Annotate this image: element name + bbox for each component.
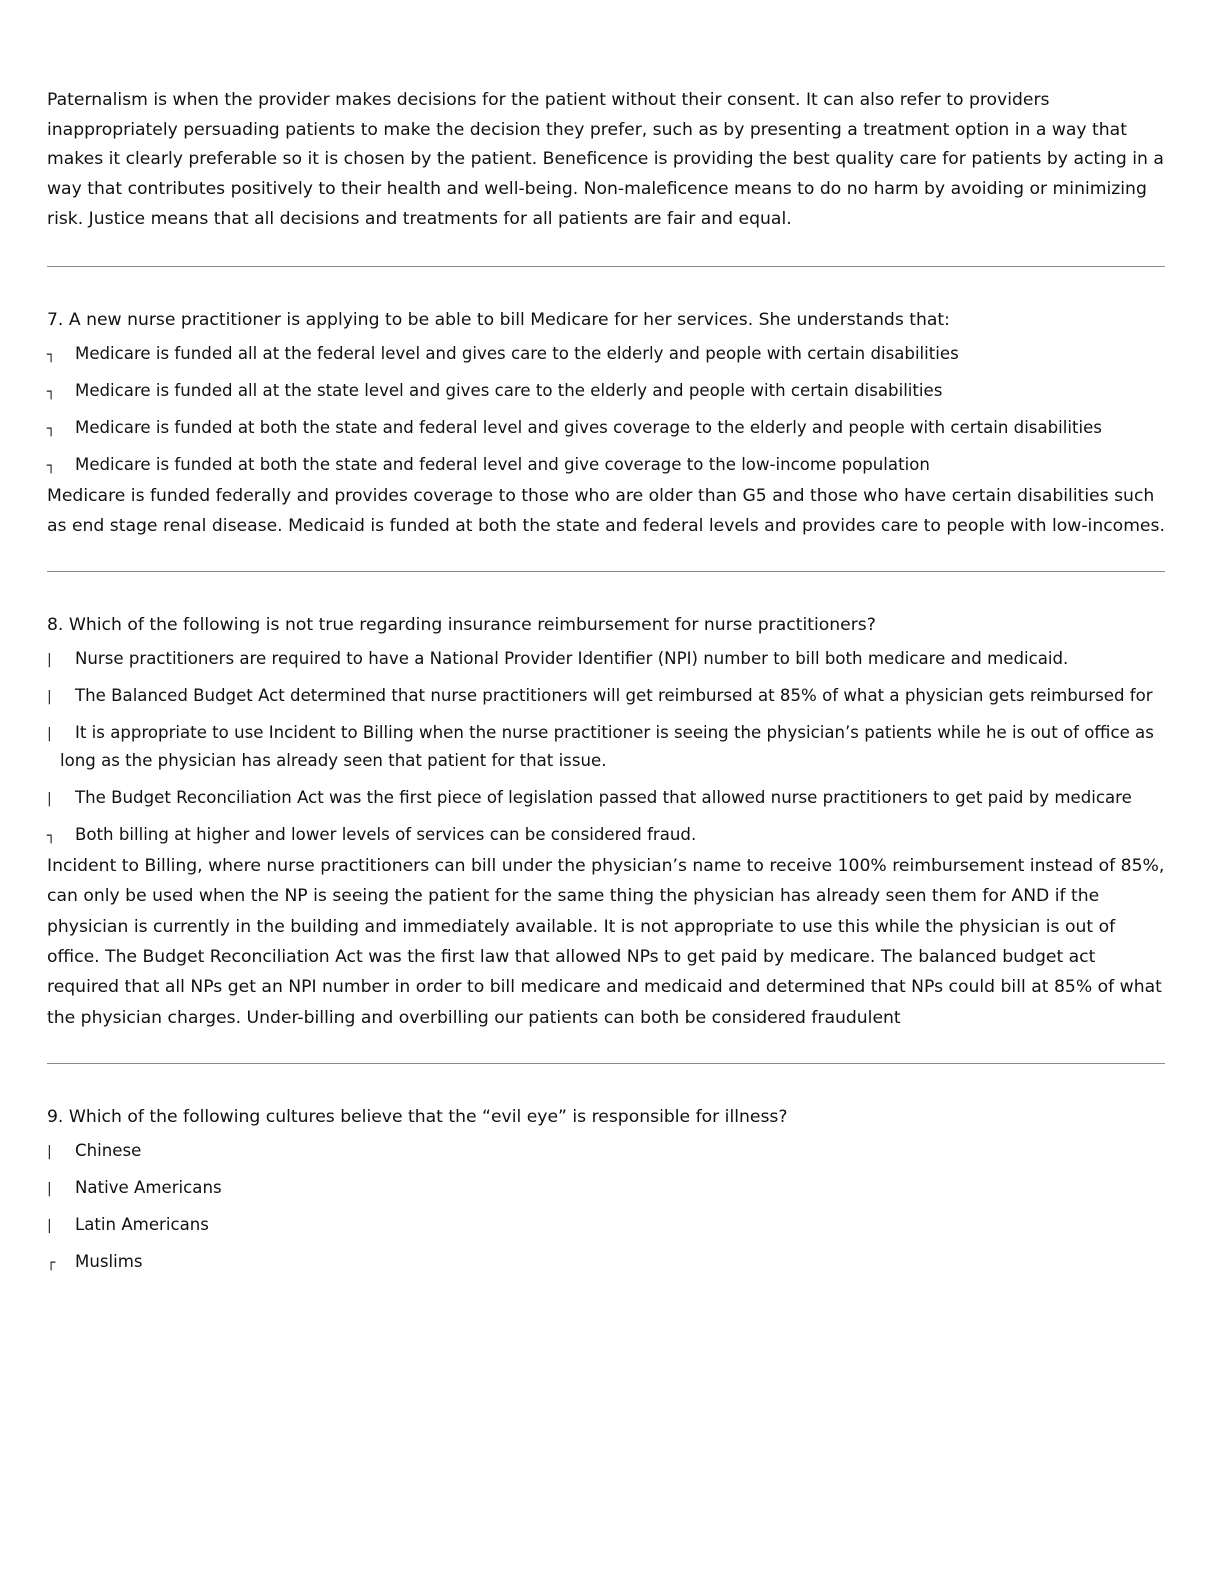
intro-explanation: Paternalism is when the provider makes decisions for the patient without their consent. It can also refer to providers inappropriately persuading patients to make the decision they prefer, such as by presenting a treatment option in a way that makes it clearly preferable so it is chosen by the patient. Beneficence is providing the best quality care for patients by acting in a way that contributes positively to their health and well-being. Non-maleficence means to do no harm by avoiding or minimizing risk. Justice means that all decisions and treatments for all patients are fair and equal. [47, 90, 1164, 229]
question-7-explanation: Medicare is funded federally and provides coverage to those who are older than G5 and those who have certain disabilities such as end stage renal disease. Medicaid is funded at both the state and federal levels and provides care to people with low-incomes. [47, 485, 1165, 536]
question-8-option-e[interactable] [47, 821, 1165, 849]
section-divider [47, 266, 1165, 267]
option-text: Nurse practitioners are required to have a National Provider Identifier (NPI) number to bill both medicare and medicaid. [75, 649, 1069, 669]
option-text: Medicare is funded at both the state and federal level and give coverage to the low-income population [75, 454, 930, 474]
option-text: Muslims [75, 1251, 143, 1271]
question-7-option-b[interactable] [47, 377, 1165, 405]
option-text: The Balanced Budget Act determined that nurse practitioners will get reimbursed at 85% of what a physician gets reimbursed for [75, 686, 1153, 706]
answer-marker-icon: ┌ [47, 1254, 56, 1271]
question-7-block [47, 308, 1165, 542]
question-8-text: 8. Which of the following is not true regarding insurance reimbursement for nurse practitioners? [47, 615, 876, 636]
option-text: The Budget Reconciliation Act was the first piece of legislation passed that allowed nurse practitioners to get paid by medicare [75, 788, 1132, 808]
answer-marker-icon: ┐ [47, 420, 56, 437]
section-divider [47, 571, 1165, 572]
answer-marker-icon: ┐ [47, 383, 56, 400]
option-text: Medicare is funded at both the state and federal level and gives coverage to the elderly and people with certain disabilities [75, 417, 1102, 437]
option-text: It is appropriate to use Incident to Billing when the nurse practitioner is seeing the physician’s patients while he is out of office as long as the physician has already seen that patient for that issue. [60, 723, 1154, 771]
question-9-text: 9. Which of the following cultures believe that the “evil eye” is responsible for illness? [47, 1106, 788, 1127]
answer-marker-icon: | [47, 1180, 52, 1197]
section-divider [47, 1063, 1165, 1064]
answer-marker-icon: ┐ [47, 828, 56, 845]
question-9-option-b[interactable] [47, 1174, 1165, 1202]
option-text: Both billing at higher and lower levels of services can be considered fraud. [75, 825, 697, 845]
question-8-option-b[interactable] [47, 682, 1165, 710]
answer-marker-icon: | [47, 791, 52, 808]
answer-marker-icon: ┐ [47, 346, 56, 363]
option-text: Medicare is funded all at the federal level and gives care to the elderly and people with certain disabilities [75, 343, 959, 363]
answer-marker-icon: | [47, 1143, 52, 1160]
answer-marker-icon: | [47, 689, 52, 706]
question-8-option-c[interactable] [47, 719, 1165, 775]
question-9-option-a[interactable] [47, 1137, 1165, 1165]
question-9-option-d[interactable] [47, 1248, 1165, 1276]
question-7-option-c[interactable] [47, 414, 1165, 442]
question-8-option-d[interactable] [47, 784, 1165, 812]
answer-marker-icon: | [47, 726, 52, 743]
option-text: Chinese [75, 1140, 142, 1160]
answer-marker-icon: | [47, 652, 52, 669]
option-text: Medicare is funded all at the state level and gives care to the elderly and people with certain disabilities [75, 380, 943, 400]
question-7-text: 7. A new nurse practitioner is applying to be able to bill Medicare for her services. She understands that: [47, 309, 950, 330]
question-7-option-d[interactable] [47, 451, 1165, 479]
question-9-option-c[interactable] [47, 1211, 1165, 1239]
question-9-block [47, 1105, 1165, 1276]
answer-marker-icon: ┐ [47, 457, 56, 474]
option-text: Native Americans [75, 1177, 222, 1197]
question-8-block [47, 613, 1165, 1033]
option-text: Latin Americans [75, 1214, 209, 1234]
question-7-option-a[interactable] [47, 340, 1165, 368]
question-8-explanation: Incident to Billing, where nurse practitioners can bill under the physician’s name to receive 100% reimbursement instead of 85%, can only be used when the NP is seeing the patient for the same thing the physician has already seen them for AND if the physician is currently in the building and immediately available. It is not appropriate to use this while the physician is out of office. The Budget Reconciliation Act was the first law that allowed NPs to get paid by medicare. The balanced budget act required that all NPs get an NPI number in order to bill medicare and medicaid and determined that NPs could bill at 85% of what the physician charges. Under-billing and overbilling our patients can both be considered fraudulent [47, 856, 1165, 1028]
answer-marker-icon: | [47, 1217, 52, 1234]
document-page [47, 86, 1165, 1276]
question-8-option-a[interactable] [47, 645, 1165, 673]
